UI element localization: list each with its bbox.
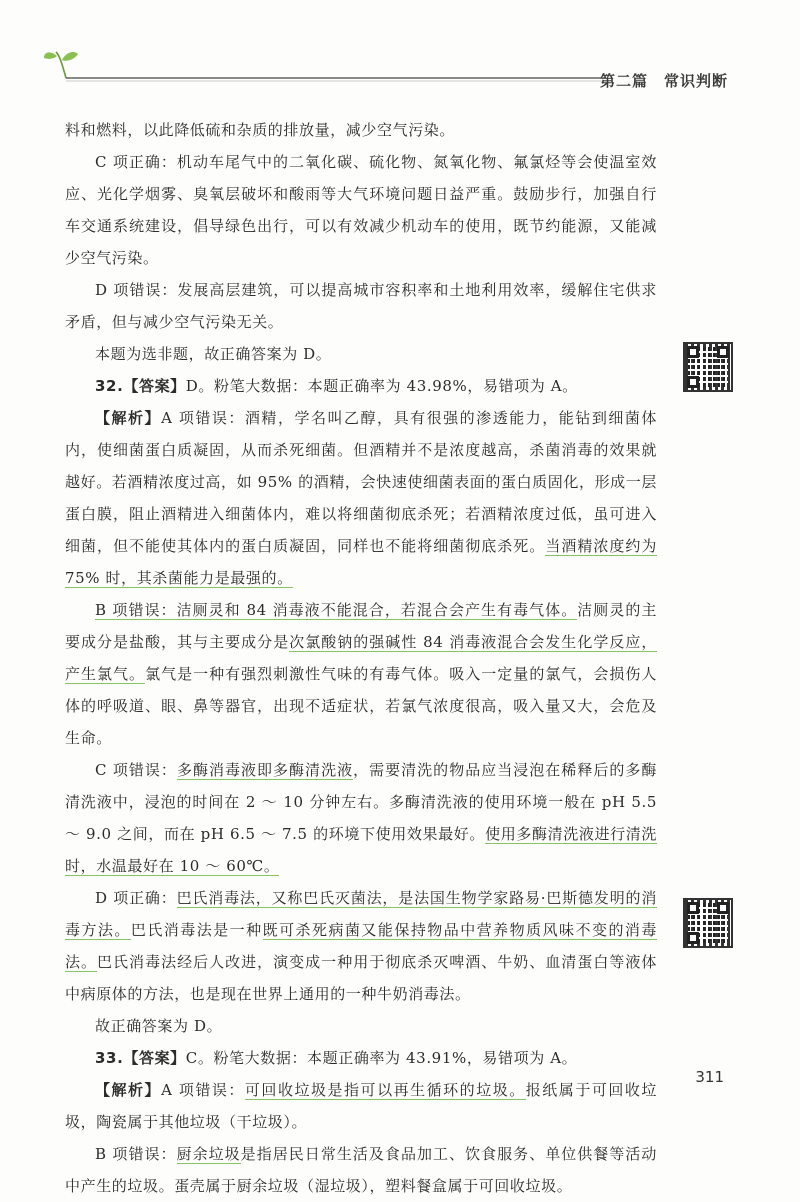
conclusion-32: 故正确答案为 D。: [95, 1017, 223, 1035]
highlighted-text: 可回收垃圾是指可以再生循环的垃圾。: [244, 1081, 526, 1099]
analysis-text: C 项错误：: [95, 761, 177, 779]
analysis-text: 报纸属于可回收垃圾，陶瓷属于其他垃圾（干垃圾）。: [65, 1081, 658, 1131]
highlighted-text: 厨余垃圾: [176, 1145, 241, 1163]
analysis-32-b: [65, 594, 657, 754]
qr-code-icon[interactable]: [683, 898, 733, 948]
answer-line-33: [65, 1042, 657, 1074]
analysis-text: 巴氏消毒法经后人改进，演变成一种用于彻底杀灭啤酒、牛奶、血清蛋白等液体中病原体的方法，也是现在世界上通用的一种牛奶消毒法。: [65, 953, 657, 1003]
analysis-tag: 【解析】: [95, 1081, 162, 1099]
answer-text: C。粉笔大数据：本题正确率为 43.91%，易错项为 A。: [185, 1049, 578, 1067]
paragraph: D 项错误：发展高层建筑，可以提高城市容积率和土地利用效率，缓解住宅供求矛盾，但与减少空气污染无关。: [65, 281, 657, 331]
paragraph: C 项正确：机动车尾气中的二氧化碳、硫化物、氮氧化物、氟氯烃等会使温室效应、光化学烟雾、臭氧层破坏和酸雨等大气环境问题日益严重。鼓励步行，加强自行车交通系统建设，倡导绿色出行，可以有效减少机动车的使用，既节约能源，又能减少空气污染。: [65, 153, 657, 267]
analysis-text: D 项正确：: [95, 889, 177, 907]
analysis-text: 洁厕灵的主要成分是盐酸，其与主要成分是: [65, 601, 657, 651]
analysis-text: 是指居民日常生活及食品加工、饮食服务、单位供餐等活动中产生的垃圾。蛋壳属于厨余垃圾（湿垃圾），塑料餐盒属于可回收垃圾。: [65, 1145, 657, 1195]
analysis-tag: 【解析】: [95, 409, 162, 427]
paragraph: 本题为选非题，故正确答案为 D。: [95, 345, 332, 363]
analysis-text: ，需要清洗的物品应当浸泡在稀释后的多酶清洗液中，浸泡的时间在 2 ～ 10 分钟左右。多酶清洗液的使用环境一般在 pH 5.5 ～ 9.0 之间，而在 pH 6.5 ～ 7.5 的环境下使用效果最好。: [65, 761, 657, 843]
highlighted-text: 当酒精浓度约为 75% 时，其杀菌能力是最强的。: [65, 537, 657, 587]
analysis-33-a: [65, 1074, 657, 1138]
answer-tag: 32.【答案】: [95, 377, 186, 395]
paragraph: 料和燃料，以此降低硫和杂质的排放量，减少空气污染。: [65, 121, 456, 139]
analysis-32-a: [65, 402, 657, 594]
analysis-text: 巴氏消毒法是一种: [130, 921, 263, 939]
highlighted-text: 次氯酸钠的强碱性 84 消毒液混合会发生化学反应，产生氯气。: [65, 633, 657, 683]
analysis-32-d: [65, 882, 657, 1010]
analysis-text: A 项错误：: [161, 1081, 245, 1099]
highlighted-text: 巴氏消毒法，又称巴氏灭菌法，是法国生物学家路易·巴斯德发明的消毒方法。: [65, 889, 657, 939]
answer-line-32: [65, 370, 657, 402]
analysis-text: A 项错误：酒精，学名叫乙醇，具有很强的渗透能力，能钻到细菌体内，使细菌蛋白质凝固，从而杀死细菌。但酒精并不是浓度越高，杀菌消毒的效果就越好。若酒精浓度过高，如 95% 的酒精，会快速使细菌表面的蛋白质固化，形成一层蛋白膜，阻止酒精进入细菌体内，难以将细菌彻底杀死；若酒精浓度过低，虽可进入细菌，但不能使其体内的蛋白质凝固，同样也不能将细菌彻底杀死。: [65, 409, 657, 555]
highlighted-text: 既可杀死病菌又能保持物品中营养物质风味不变的消毒法。: [65, 921, 657, 971]
answer-text: D。粉笔大数据：本题正确率为 43.98%，易错项为 A。: [185, 377, 578, 395]
page-body: [65, 114, 657, 1202]
section-title: 第二篇 常识判断: [599, 72, 728, 90]
analysis-33-b: [65, 1138, 657, 1202]
highlighted-text: 多酶消毒液即多酶清洗液: [176, 761, 354, 779]
analysis-text: B 项错误：: [95, 1145, 177, 1163]
answer-tag: 33.【答案】: [95, 1049, 186, 1067]
highlighted-text: 使用多酶清洗液进行清洗时，水温最好在 10 ～ 60℃。: [65, 825, 657, 875]
highlighted-text: B 项错误：洁厕灵和 84 消毒液不能混合，若混合会产生有毒气体。: [95, 601, 578, 619]
page-number: 311: [695, 1068, 724, 1086]
qr-code-icon[interactable]: [683, 342, 733, 392]
analysis-32-c: [65, 754, 657, 882]
analysis-text: 氯气是一种有强烈刺激性气味的有毒气体。吸入一定量的氯气，会损伤人体的呼吸道、眼、鼻等器官，出现不适症状，若氯气浓度很高，吸入量又大，会危及生命。: [65, 665, 657, 747]
page-header: [0, 0, 800, 100]
